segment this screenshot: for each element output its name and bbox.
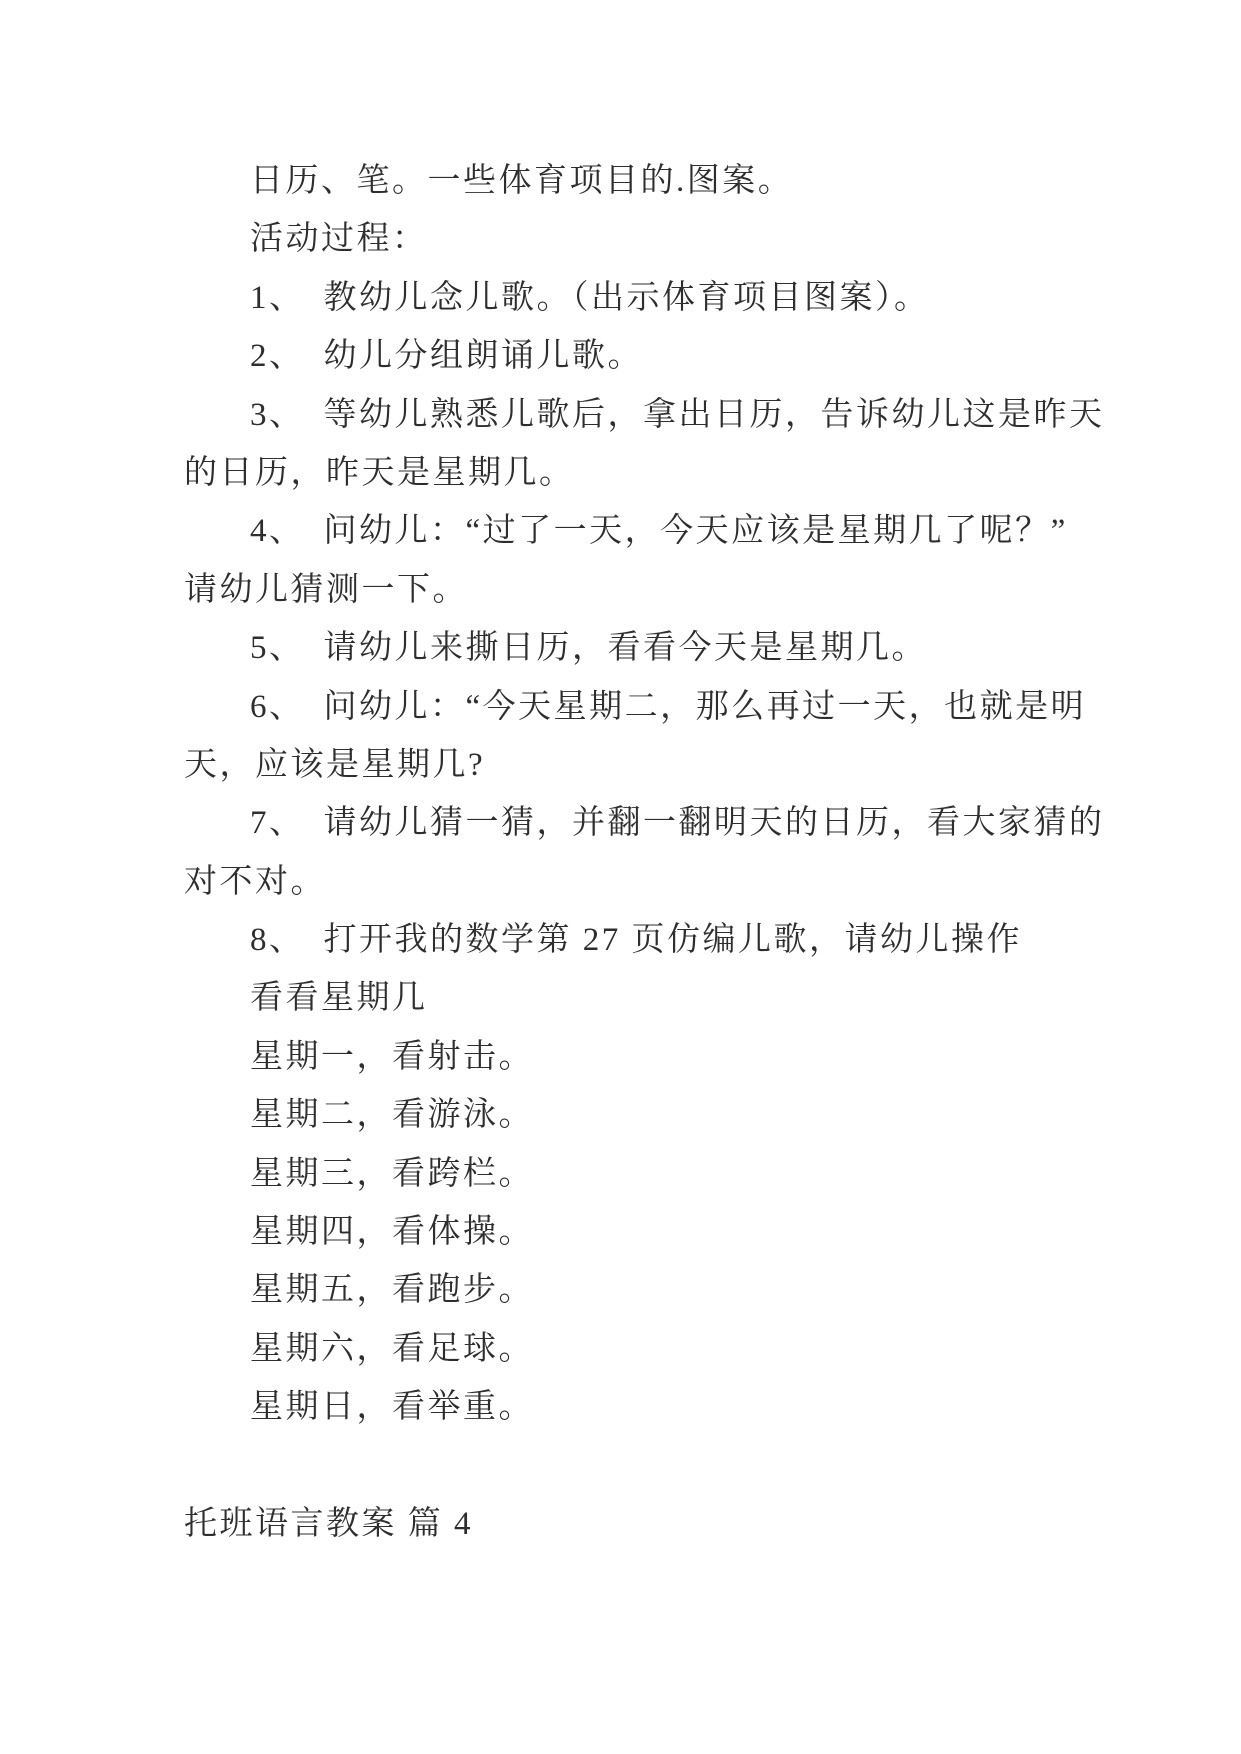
text-line: 3、 等幼儿熟悉儿歌后，拿出日历，告诉幼儿这是昨天	[250, 396, 1105, 433]
text-line: 2、 幼儿分组朗诵儿歌。	[250, 338, 643, 375]
text-line: 星期三，看跨栏。	[250, 1155, 534, 1192]
text-line: 星期六，看足球。	[250, 1330, 534, 1367]
text-line: 星期二，看游泳。	[250, 1097, 534, 1134]
text-line: 7、 请幼儿猜一猜，并翻一翻明天的日历，看大家猜的	[250, 805, 1105, 842]
text-line: 4、 问幼儿：“过了一天，今天应该是星期几了呢？”	[250, 513, 1068, 550]
text-line: 对不对。	[184, 863, 326, 900]
text-line: 天，应该是星期几?	[184, 746, 486, 783]
text-line: 活动过程：	[250, 221, 428, 258]
text-line: 星期日，看举重。	[250, 1389, 534, 1426]
text-line: 星期四，看体操。	[250, 1214, 534, 1251]
text-line: 星期一，看射击。	[250, 1038, 534, 1075]
text-line: 6、 问幼儿：“今天星期二，那么再过一天，也就是明	[250, 688, 1087, 725]
text-line: 1、 教幼儿念儿歌。（出示体育项目图案）。	[250, 279, 930, 316]
text-line: 5、 请幼儿来撕日历，看看今天是星期几。	[250, 630, 927, 667]
text-line: 8、 打开我的数学第 27 页仿编儿歌，请幼儿操作	[250, 922, 1022, 959]
text-line: 托班语言教案 篇 4	[184, 1505, 473, 1542]
text-line: 星期五，看跑步。	[250, 1272, 534, 1309]
text-line	[184, 1437, 1104, 1495]
text-line: 日历、笔。一些体育项目的.图案。	[250, 163, 794, 199]
document-body	[184, 152, 1104, 1553]
text-line: 请幼儿猜测一下。	[184, 571, 468, 608]
text-line: 的日历，昨天是星期几。	[184, 454, 575, 491]
text-line: 看看星期几	[250, 980, 428, 1017]
